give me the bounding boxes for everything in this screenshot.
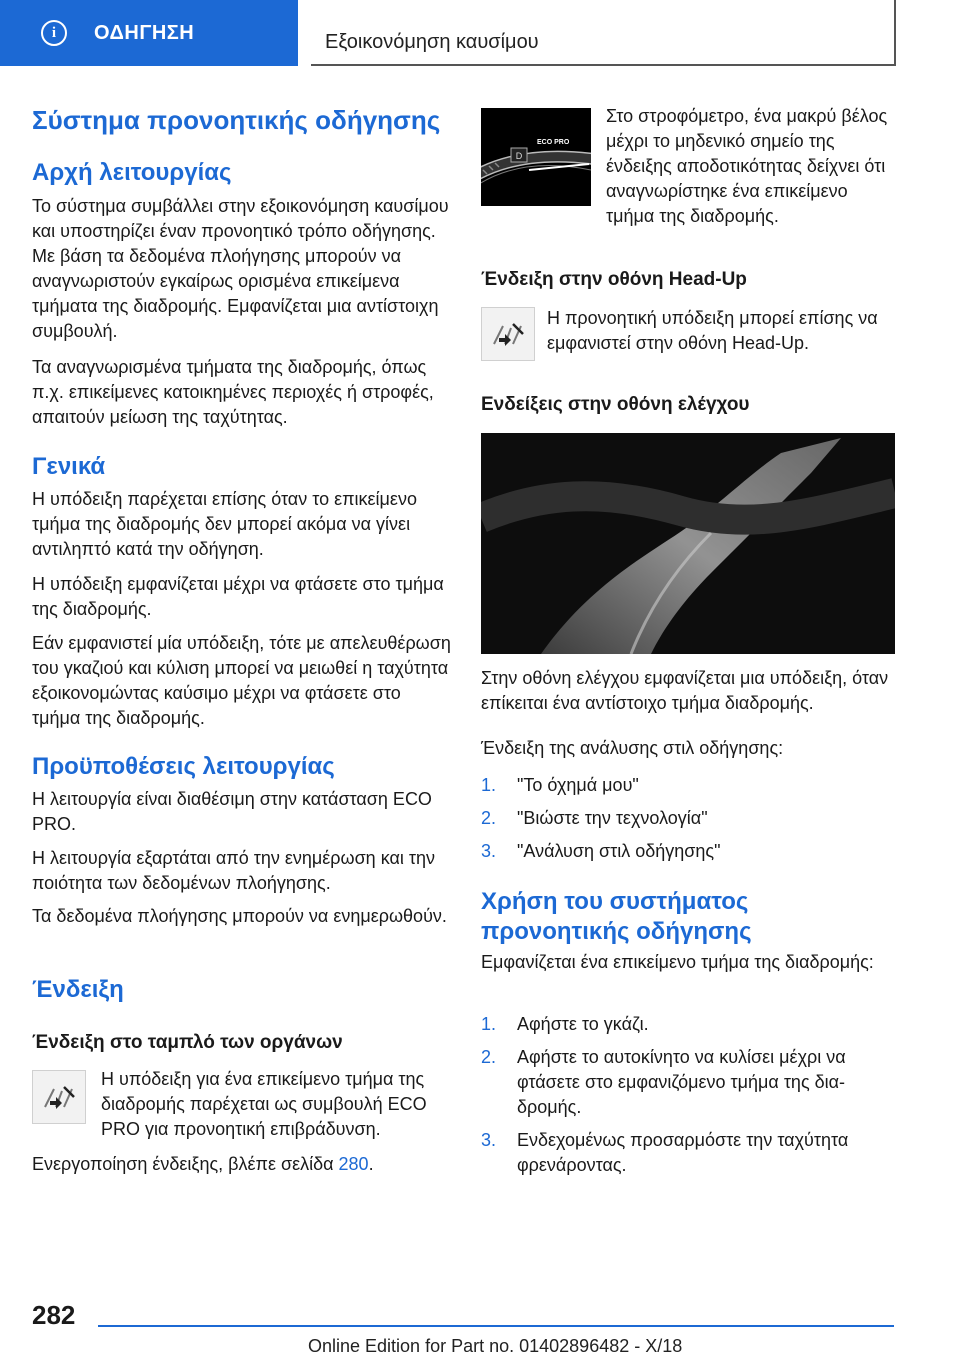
list-item-text: "Βιώστε την τεχνολογία": [517, 808, 708, 828]
paragraph: Η υπόδειξη εμφανίζεται μέχρι να φτάσετε στο τμήμα της διαδρομής.: [32, 574, 444, 619]
road-display-image: [481, 433, 895, 654]
edition-text[interactable]: Online Edition for Part no. 01402896482 - X/18: [308, 1336, 683, 1356]
heading-indicator: Ένδειξη: [32, 976, 124, 1003]
paragraph: Εάν εμφανιστεί μία υπόδειξη, τότε με απελευθέρωση του γκαζιού και κύλιση μπορεί να μειωθεί η ταχύτητα εξοικονομώντας καύσιμο μέχρι να φτάσετε στο τμήμα της διαδρομής.: [32, 633, 451, 728]
rev-counter-image: [481, 108, 591, 206]
activation-suffix: .: [368, 1154, 374, 1174]
paragraph: Η προνοητική υπόδειξη μπορεί επίσης να εμφανιστεί στην οθόνη Head-Up.: [547, 308, 878, 353]
page-number: 282: [32, 1300, 76, 1330]
paragraph: Το σύστημα συμβάλλει στην εξοικονόμηση καυσίμου και υποστηρίζει έναν προνοητικό τρόπο οδήγησης. Με βάση τα δεδομένα πλοήγησης μπορούν να αναγνωριστούν εγκαίρως ορισμένα επικείμενα τμήματα της διαδρομής. Εμφανίζεται μια αντίστοιχη συμβουλή.: [32, 196, 449, 341]
list-item-text: Αφήστε το γκάζι.: [517, 1014, 649, 1034]
heading-general: Γενικά: [32, 453, 106, 480]
activation-note: [32, 1152, 452, 1177]
footer-divider: [98, 1325, 894, 1327]
predictive-hint-icon: [32, 1070, 86, 1124]
list-item: 1. Αφήστε το γκάζι.: [481, 1014, 649, 1034]
chapter-title: Εξοικονόμηση καυσίμου: [325, 31, 539, 53]
paragraph: Ένδειξη της ανάλυσης στιλ οδήγησης:: [481, 738, 784, 758]
usage-steps: [481, 1012, 895, 1178]
section-tab[interactable]: [0, 0, 298, 66]
paragraph: Η λειτουργία είναι διαθέσιμη στην κατάσταση ECO PRO.: [32, 789, 432, 834]
heading-prereq: Προϋποθέσεις λειτουργίας: [32, 753, 335, 780]
gauge-d-label: D: [515, 151, 523, 161]
list-item-text: "Ανάλυση στιλ οδήγησης": [517, 841, 721, 861]
list-item: 3. Ενδεχομένως προσαρμόστε την ταχύτητα φρενάροντας.: [481, 1130, 849, 1175]
info-icon: i: [41, 20, 67, 46]
heading-hud: Ένδειξη στην οθόνη Head-Up: [481, 269, 747, 290]
list-item: 3. "Ανάλυση στιλ οδήγησης": [481, 841, 721, 861]
list-item-text: Αφήστε το αυτοκίνητο να κυλίσει μέχρι να φτάσετε στο εμφανιζόμενο τμήμα της διαδρομής.: [517, 1047, 846, 1117]
list-item: 2. Αφήστε το αυτοκίνητο να κυλίσει μέχρι να φτάσετε στο εμφανιζόμενο τμήμα της διαδρομής.: [481, 1047, 846, 1117]
paragraph: Τα αναγνωρισμένα τμήματα της διαδρομής, όπως π.χ. επικείμενες κατοικημένες περιοχές ή στροφές, απαιτούν μείωση της ταχύτητας.: [32, 357, 434, 427]
page-title: Σύστημα προνοητικής οδήγησης: [32, 105, 441, 135]
paragraph: Η λειτουργία εξαρτάται από την ενημέρωση και την ποιότητα των δεδομένων πλοήγησης.: [32, 848, 436, 893]
heading-cid: Ενδείξεις στην οθόνη ελέγχου: [481, 394, 750, 415]
page-link[interactable]: 280: [338, 1154, 369, 1174]
activation-text: Ενεργοποίηση ένδειξης, βλέπε σελίδα: [32, 1154, 339, 1174]
paragraph: Η υπόδειξη για ένα επικείμενο τμήμα της διαδρομής παρέχεται ως συμβουλή ECO PRO για προνοητική επιβράδυνση.: [101, 1069, 427, 1139]
paragraph: Στην οθόνη ελέγχου εμφανίζεται μια υπόδειξη, όταν επίκειται ένα αντίστοιχο τμήμα διαδρομής.: [481, 668, 889, 713]
paragraph: Εμφανίζεται ένα επικείμενο τμήμα της διαδρομής:: [481, 952, 874, 972]
section-label: ΟΔΗΓΗΣΗ: [94, 21, 195, 44]
style-menu-path: [481, 773, 895, 864]
paragraph: Στο στροφόμετρο, ένα μακρύ βέλος μέχρι το μηδενικό σημείο της ένδειξης αποδοτικότητας δείχνει ότι αναγνωρίστηκε ένα επικείμενο τμήμα της διαδρομής.: [606, 106, 888, 226]
heading-use: Χρήση του συστήματος προνοητικής οδήγησης: [481, 888, 752, 945]
predictive-hint-icon: [481, 307, 535, 361]
heading-principle: Αρχή λειτουργίας: [32, 159, 232, 186]
paragraph: Τα δεδομένα πλοήγησης μπορούν να ενημερωθούν.: [32, 906, 447, 926]
list-item: 1. "Το όχημά μου": [481, 775, 639, 795]
paragraph: Η υπόδειξη παρέχεται επίσης όταν το επικείμενο τμήμα της διαδρομής δεν μπορεί ακόμα να γίνει αντιληπτό κατά την οδήγηση.: [32, 489, 417, 559]
list-item-text: "Το όχημά μου": [517, 775, 639, 795]
heading-cluster: Ένδειξη στο ταμπλό των οργάνων: [32, 1032, 343, 1053]
gauge-eco-label: ECO PRO: [537, 139, 570, 146]
list-item-text: Ενδεχομένως προσαρμόστε την ταχύτητα φρενάροντας.: [517, 1130, 849, 1175]
chapter-header: [311, 0, 896, 66]
list-item: 2. "Βιώστε την τεχνολογία": [481, 808, 708, 828]
